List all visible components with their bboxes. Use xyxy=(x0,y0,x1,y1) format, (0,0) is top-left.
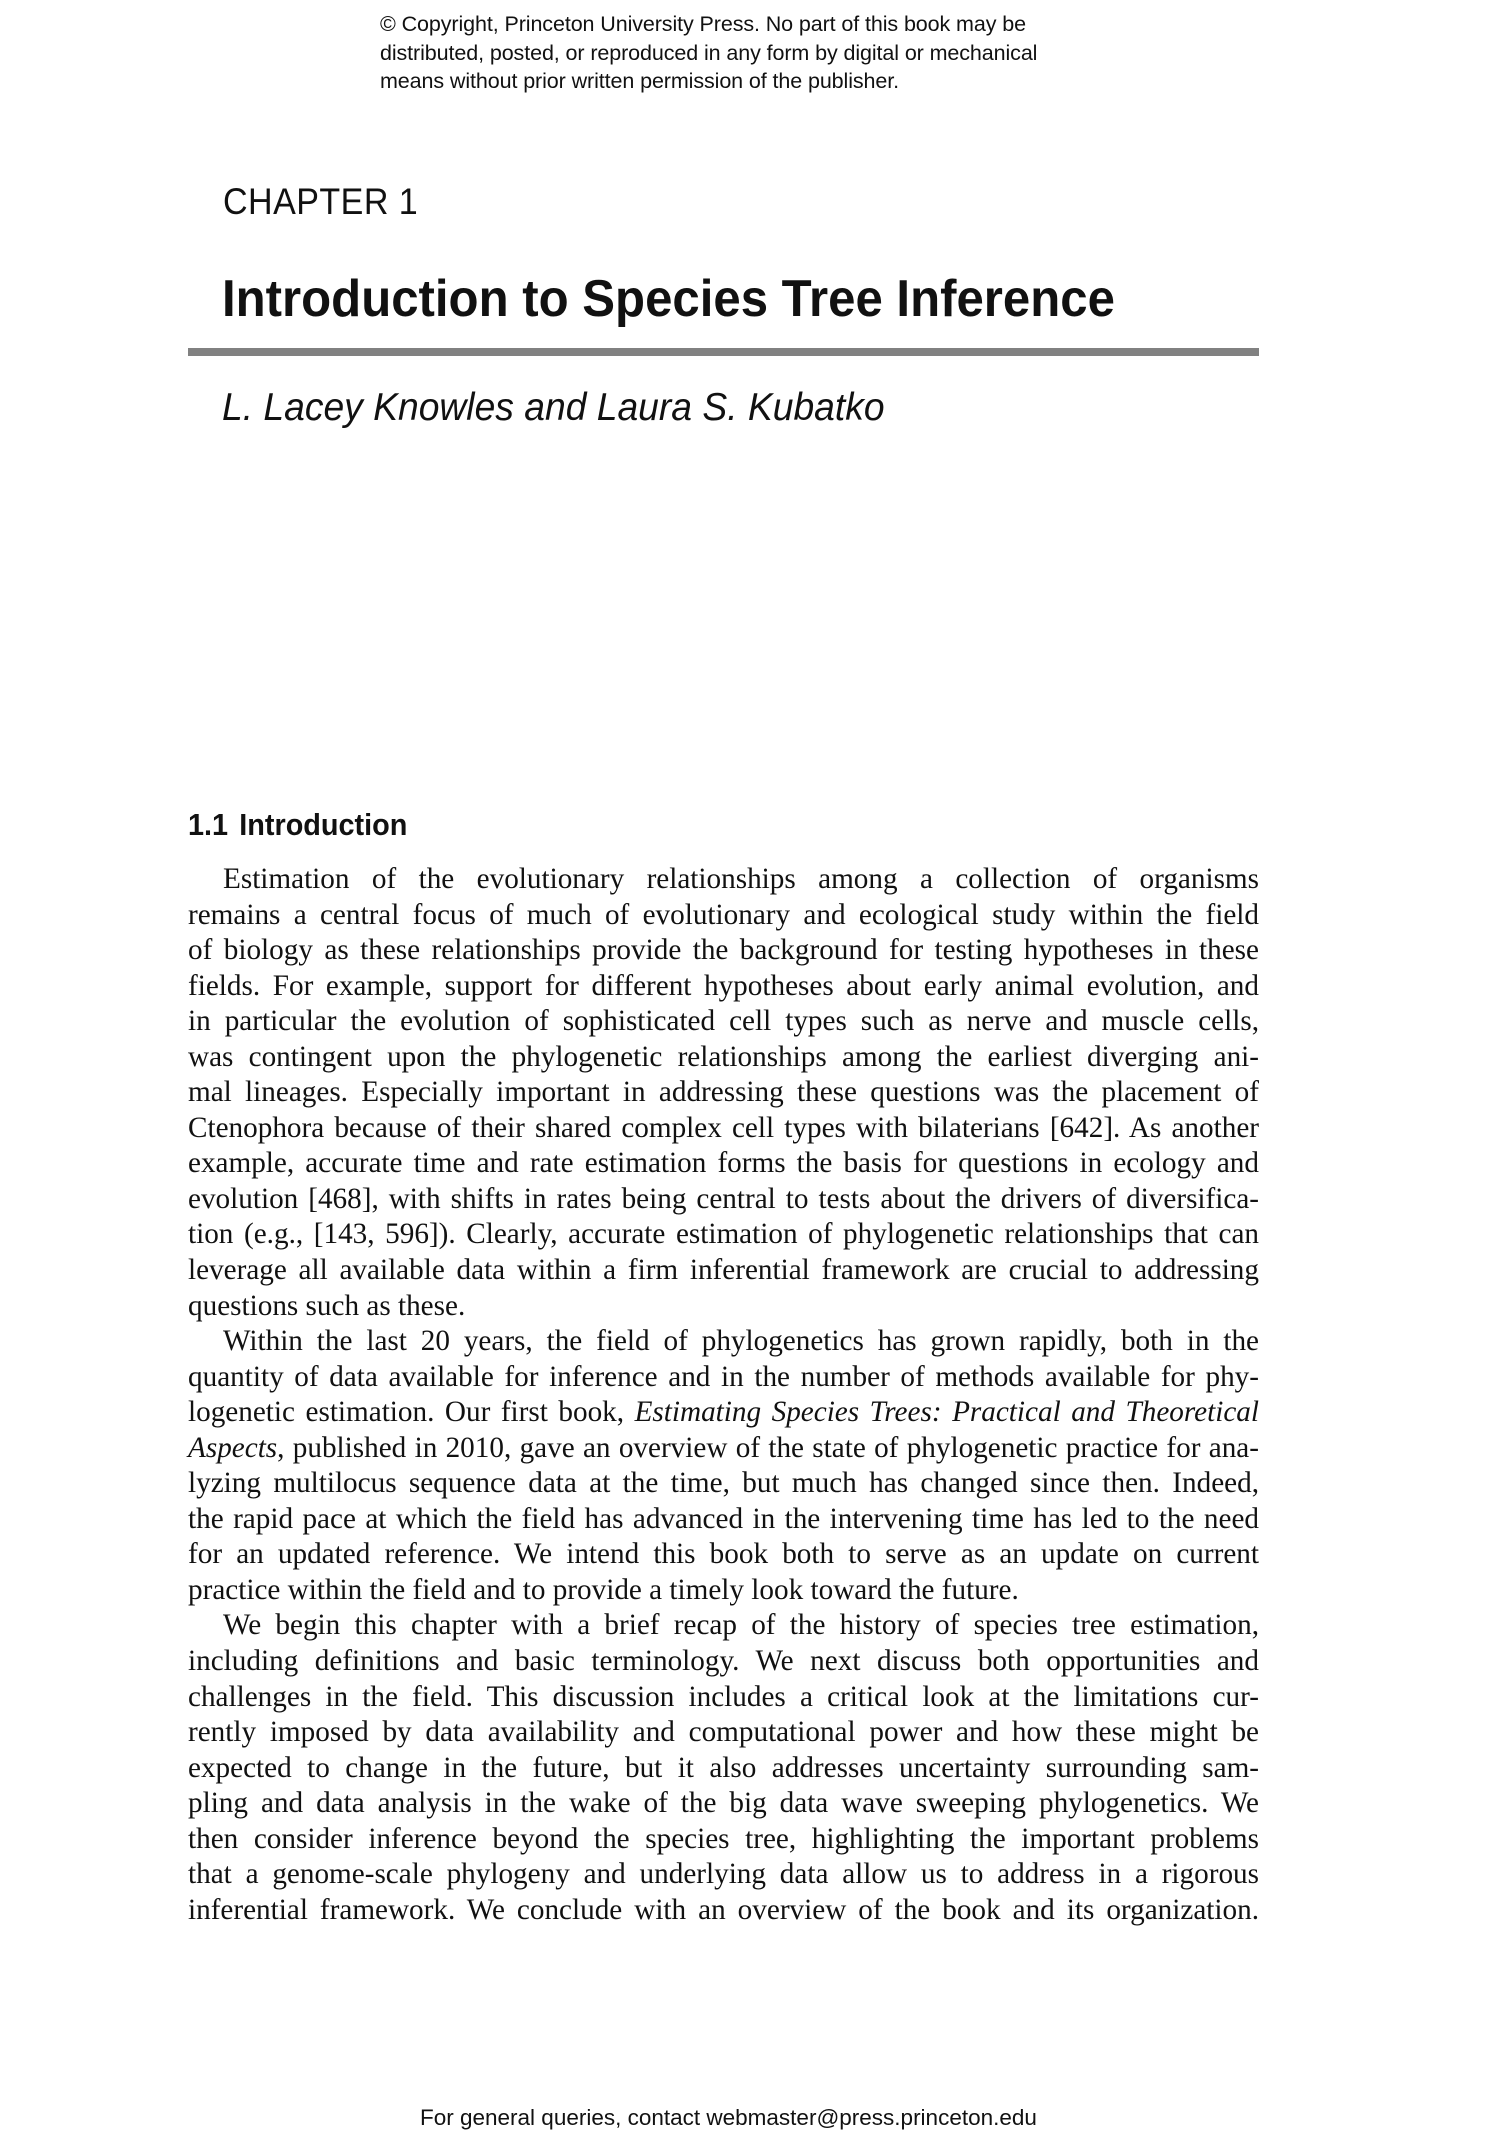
paragraph xyxy=(188,1324,1259,1608)
text-line: expected to change in the future, but it also addresses uncertainty surrounding sam- xyxy=(188,1751,1259,1784)
text-line: inferential framework. We conclude with an overview of the book and its organization. xyxy=(188,1893,1259,1926)
section-number: 1.1 xyxy=(188,807,229,842)
text-line xyxy=(188,1431,1259,1467)
text-line: that a genome-scale phylogeny and underlying data allow us to address in a rigorous xyxy=(188,1858,1259,1891)
text-line: challenges in the field. This discussion includes a critical look at the limitations cur- xyxy=(188,1680,1259,1713)
section-heading xyxy=(188,806,407,844)
text-line: including definitions and basic terminology. We next discuss both opportunities and xyxy=(188,1645,1259,1678)
body-text xyxy=(188,862,1259,1928)
copyright-line: distributed, posted, or reproduced in any form by digital or mechanical xyxy=(380,40,1038,65)
text-line: pling and data analysis in the wake of the big data wave sweeping phylogenetics. We xyxy=(188,1787,1259,1820)
text-line: was contingent upon the phylogenetic relationships among the earliest diverging ani- xyxy=(188,1040,1259,1073)
text-fragment: logenetic estimation. Our first book, xyxy=(188,1396,635,1429)
text-line: fields. For example, support for different hypotheses about early animal evolution, and xyxy=(188,969,1259,1002)
chapter-title: Introduction to Species Tree Inference xyxy=(222,270,1115,328)
copyright-notice xyxy=(380,10,1140,96)
text-line: mal lineages. Especially important in addressing these questions was the placement of xyxy=(188,1076,1259,1109)
text-line: in particular the evolution of sophisticated cell types such as nerve and muscle cells, xyxy=(188,1005,1259,1038)
text-line: then consider inference beyond the species tree, highlighting the important problems xyxy=(188,1822,1259,1855)
copyright-line: means without prior written permission of the publisher. xyxy=(380,69,900,93)
text-line: lyzing multilocus sequence data at the time, but much has changed since then. Indeed, xyxy=(188,1467,1259,1500)
text-line: Estimation of the evolutionary relationships among a collection of organisms xyxy=(223,863,1259,895)
text-line: We begin this chapter with a brief recap of the history of species tree estimation, xyxy=(223,1609,1259,1642)
chapter-label: CHAPTER 1 xyxy=(223,181,419,222)
title-divider xyxy=(188,348,1259,356)
text-line: of biology as these relationships provide the background for testing hypotheses in these xyxy=(188,934,1259,967)
text-line: for an updated reference. We intend this book both to serve as an update on current xyxy=(188,1538,1259,1571)
text-line: leverage all available data within a firm inferential framework are crucial to addressing xyxy=(188,1254,1259,1287)
chapter-authors: L. Lacey Knowles and Laura S. Kubatko xyxy=(222,386,885,429)
text-line: Ctenophora because of their shared complex cell types with bilaterians [642]. As another xyxy=(188,1111,1259,1144)
text-line: tion (e.g., [143, 596]). Clearly, accurate estimation of phylogenetic relationships that can xyxy=(188,1218,1259,1251)
book-title: Aspects xyxy=(188,1431,278,1464)
section-title: Introduction xyxy=(239,807,408,842)
text-fragment: , published in 2010, gave an overview of the state of phylogenetic practice for ana- xyxy=(277,1431,1259,1464)
book-title: Estimating Species Trees: Practical and Theoretical xyxy=(634,1396,1259,1429)
text-line: Within the last 20 years, the field of phylogenetics has grown rapidly, both in the xyxy=(223,1325,1259,1358)
text-line: example, accurate time and rate estimation forms the basis for questions in ecology and xyxy=(188,1147,1259,1180)
paragraph xyxy=(188,1608,1259,1928)
text-line: remains a central focus of much of evolutionary and ecological study within the field xyxy=(188,898,1259,931)
paragraph xyxy=(188,862,1259,1324)
text-line: quantity of data available for inference and in the number of methods available for phy- xyxy=(188,1360,1259,1393)
footer-contact: For general queries, contact webmaster@press.princeton.edu xyxy=(420,2105,1037,2130)
text-line: evolution [468], with shifts in rates being central to tests about the drivers of diversifica- xyxy=(188,1182,1259,1215)
text-line: rently imposed by data availability and computational power and how these might be xyxy=(188,1716,1259,1749)
copyright-line: © Copyright, Princeton University Press. No part of this book may be xyxy=(380,12,1026,36)
text-line: practice within the field and to provide a timely look toward the future. xyxy=(188,1573,1019,1606)
text-line xyxy=(188,1395,1259,1431)
text-line: the rapid pace at which the field has advanced in the intervening time has led to the need xyxy=(188,1502,1259,1535)
text-line: questions such as these. xyxy=(188,1289,466,1322)
